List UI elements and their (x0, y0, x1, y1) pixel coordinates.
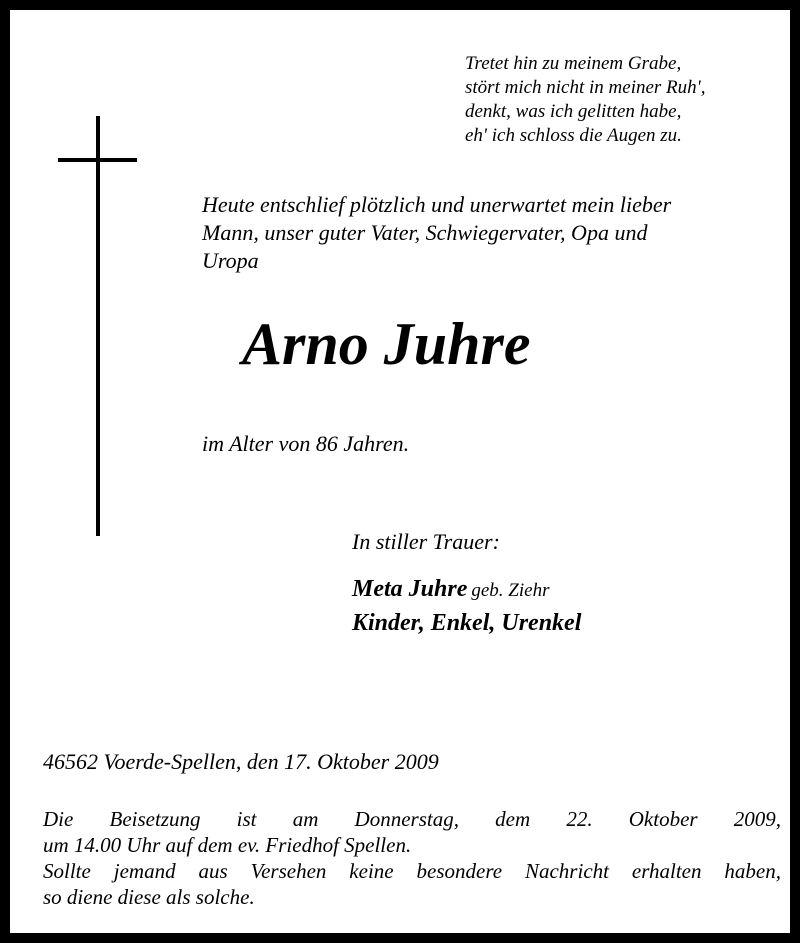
announcement-intro (202, 191, 671, 275)
place-date: 46562 Voerde-Spellen, den 17. Oktober 2009 (43, 749, 439, 774)
cross-horizontal-bar (58, 158, 137, 162)
burial-details (43, 806, 781, 910)
intro-line: Heute entschlief plötzlich und unerwartet mein lieber (202, 192, 672, 217)
widow-name: Meta Juhre (352, 576, 468, 602)
widow-maiden-name: geb. Ziehr (471, 580, 550, 601)
poem-verse (465, 52, 795, 148)
age-line: im Alter von 86 Jahren. (202, 431, 410, 456)
burial-line: um 14.00 Uhr auf dem ev. Friedhof Spellen. (43, 833, 412, 857)
deceased-name: Arno Juhre (242, 311, 531, 377)
widow-line (352, 573, 549, 608)
intro-line: Mann, unser guter Vater, Schwiegervater, Opa und (202, 220, 648, 245)
poem-line: denkt, was ich gelitten habe, (465, 101, 682, 122)
mourning-label: In stiller Trauer: (352, 529, 500, 554)
burial-line: Die Beisetzung ist am Donnerstag, dem 22. Oktober 2009, (43, 807, 781, 831)
poem-line: stört mich nicht in meiner Ruh', (465, 77, 706, 98)
relatives-line: Kinder, Enkel, Urenkel (352, 610, 582, 636)
intro-line: Uropa (202, 248, 259, 273)
burial-line: Sollte jemand aus Versehen keine besondere Nachricht erhalten haben, (43, 859, 781, 883)
poem-line: Tretet hin zu meinem Grabe, (465, 53, 682, 74)
cross-vertical-bar (96, 116, 100, 536)
burial-line: so diene diese als solche. (43, 885, 255, 909)
poem-line: eh' ich schloss die Augen zu. (465, 125, 682, 146)
